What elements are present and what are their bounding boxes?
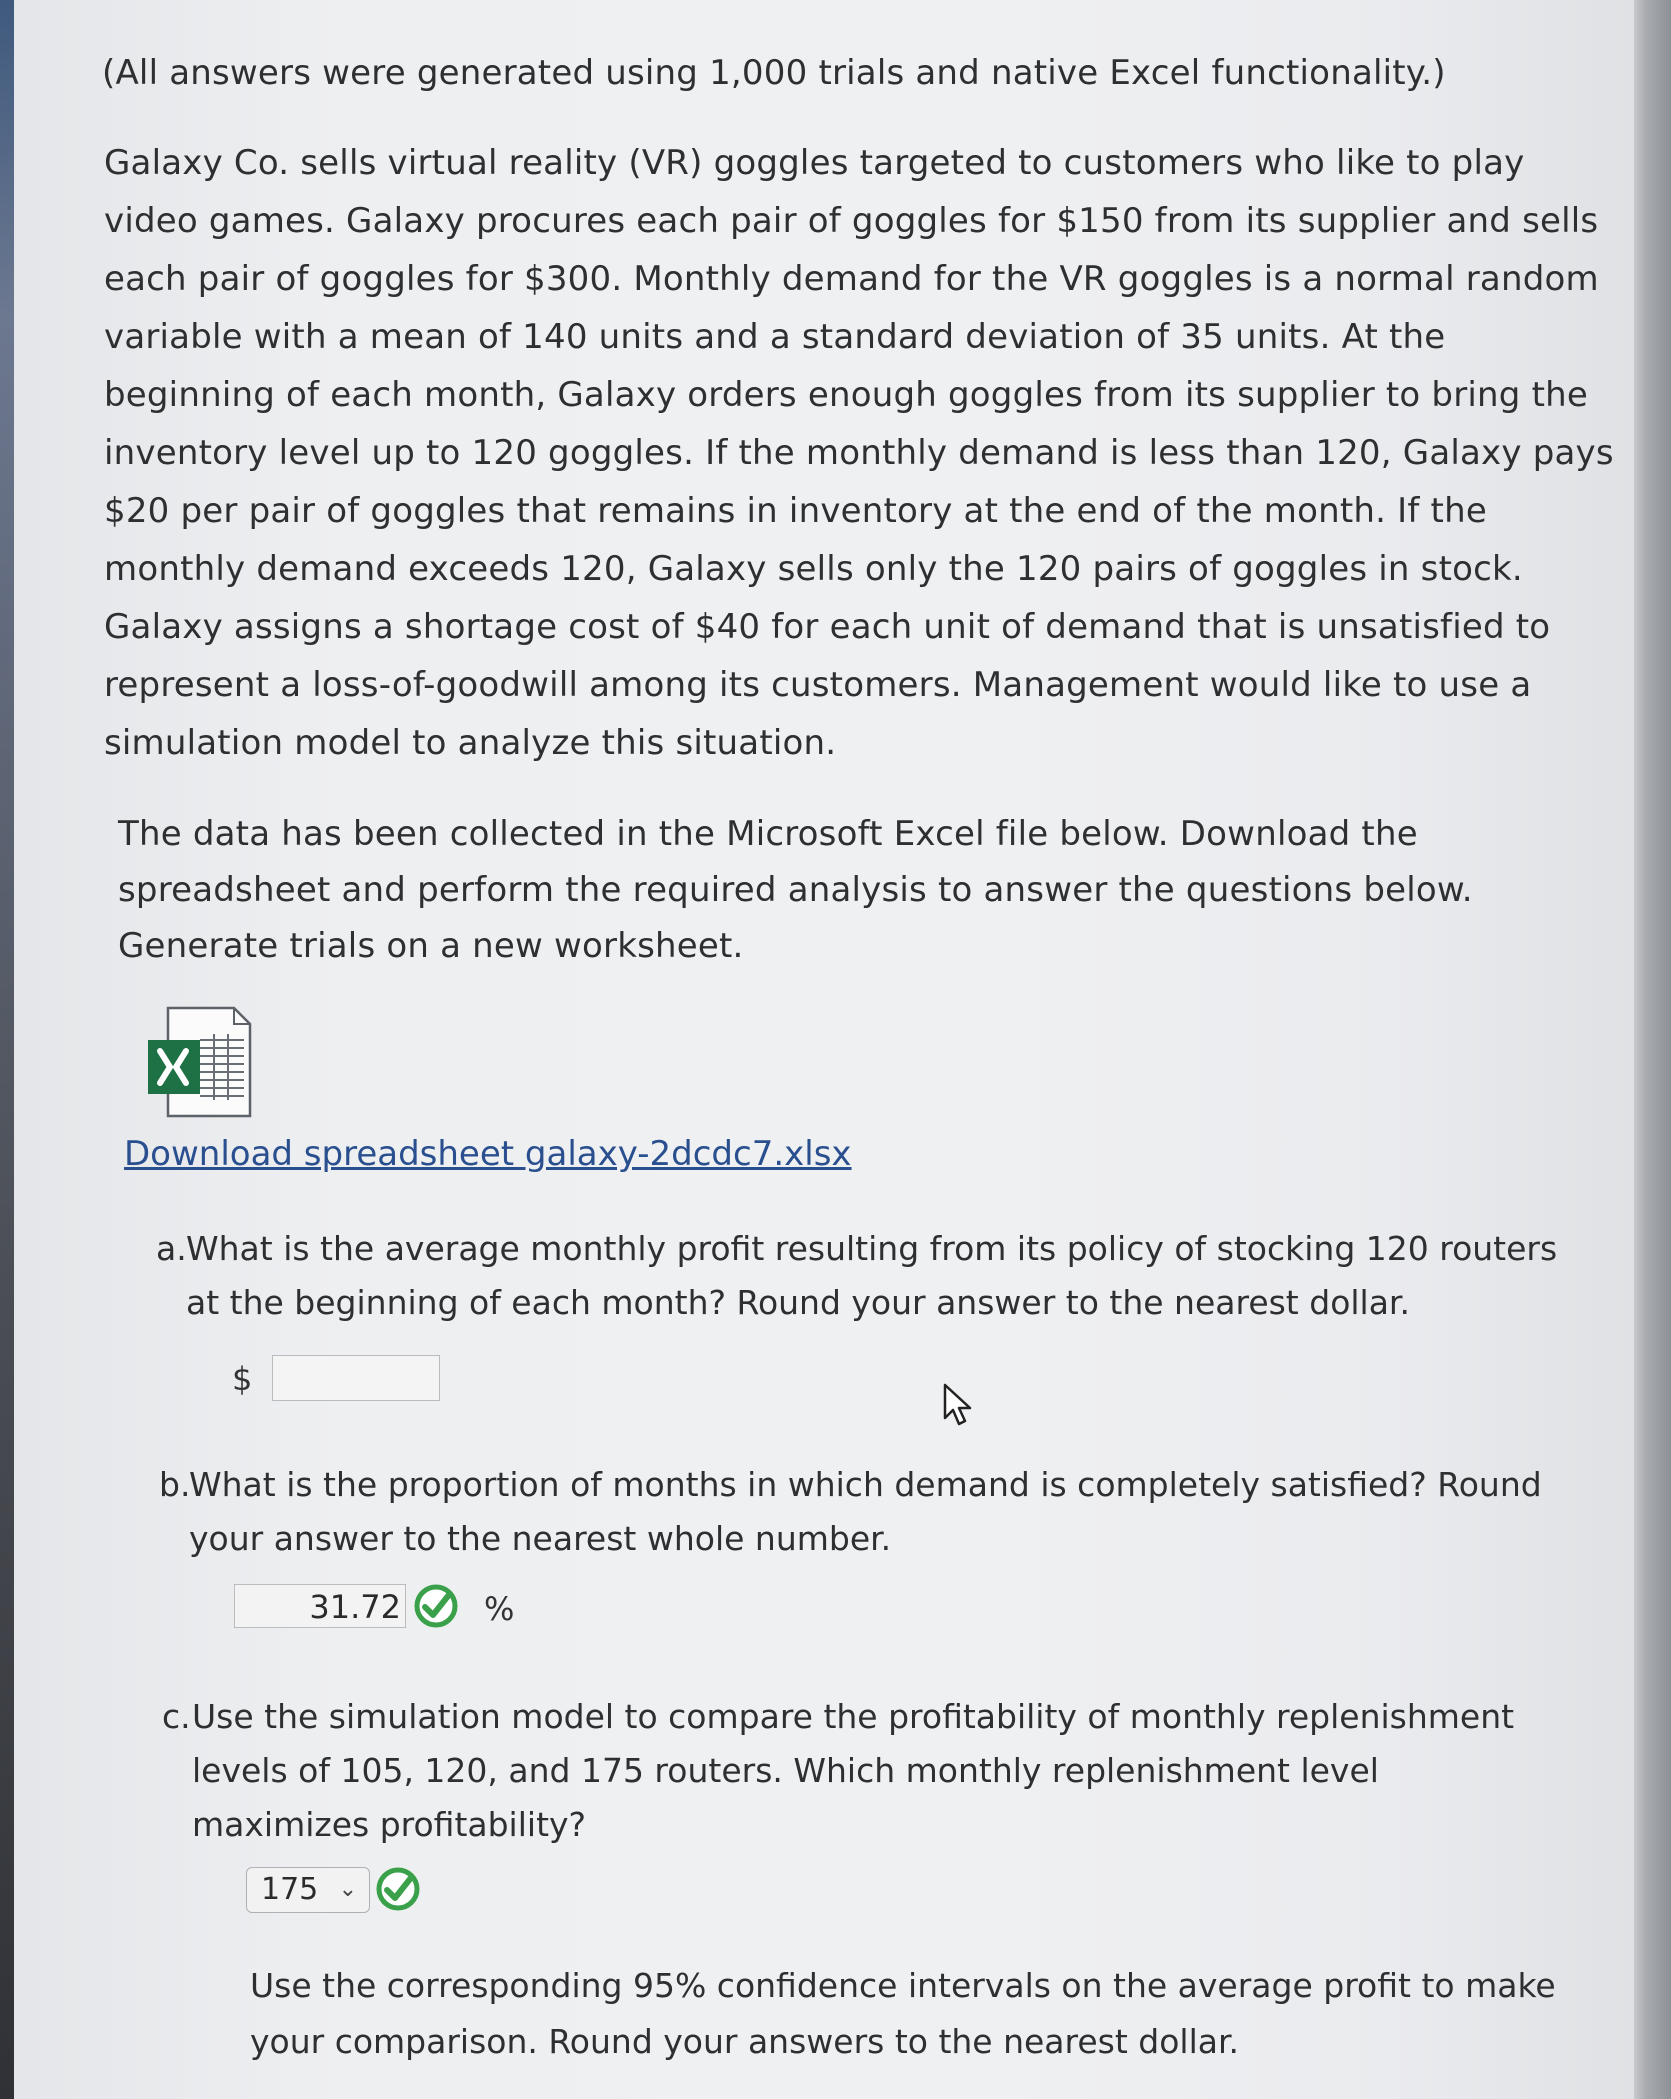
chevron-down-icon: ⌄ [338,1877,357,1902]
data-instructions: The data has been collected in the Microsoft Excel file below. Download the spreadsheet and perform the required analysis to answer the questions below. Generate trials on a new worksheet. [118,814,1473,966]
question-a-letter: a. [156,1229,187,1268]
replenishment-level-value: 175 [261,1872,319,1907]
download-spreadsheet-link[interactable]: Download spreadsheet galaxy-2dcdc7.xlsx [124,1134,852,1174]
average-profit-input[interactable] [272,1355,440,1401]
question-c-letter: c. [162,1697,191,1736]
correct-check-icon [414,1584,458,1628]
correct-check-icon [376,1867,420,1911]
question-a-text: What is the average monthly profit resulting from its policy of stocking 120 routers at the beginning of each month? Round your answer to the nearest dollar. [186,1229,1558,1322]
monitor-left-bezel [0,0,14,2099]
problem-statement: Galaxy Co. sells virtual reality (VR) goggles targeted to customers who like to play video games. Galaxy procures each pair of goggles for $150 from its supplier and sells each pair of goggles for $300. Monthly demand for the VR goggles is a normal random variable with a mean of 140 units and a standard deviation of 35 units. At the beginning of each month, Galaxy orders enough goggles from its supplier to bring the inventory level up to 120 goggles. If the monthly demand is less than 120, Galaxy pays $20 per pair of goggles that remains in inventory at the end of the month. If the monthly demand exceeds 120, Galaxy sells only the 120 pairs of goggles in stock. Galaxy assigns a shortage cost of $40 for each unit of demand that is unsatisfied to represent a loss-of-goodwill among its customers. Management would like to use a simulation model to analyze this situation. [104,143,1614,763]
proportion-satisfied-input[interactable]: 31.72 [234,1584,406,1628]
mouse-pointer-icon [942,1382,976,1428]
percent-suffix: % [484,1590,515,1628]
question-b [159,1458,1569,1566]
question-page [14,0,1634,2099]
question-c [162,1690,1542,1852]
dollar-prefix: $ [232,1360,253,1398]
question-b-text: What is the proportion of months in which demand is completely satisfied? Round your answer to the nearest whole number. [189,1465,1542,1558]
intro-note: (All answers were generated using 1,000 trials and native Excel functionality.) [102,53,1446,93]
confidence-interval-instructions: Use the corresponding 95% confidence intervals on the average profit to make your comparison. Round your answers to the nearest dollar. [250,1966,1556,2061]
replenishment-level-select[interactable] [246,1867,370,1913]
excel-file-icon[interactable] [146,1004,254,1120]
question-b-letter: b. [159,1465,191,1504]
monitor-right-bezel [1634,0,1671,2099]
question-a [156,1222,1576,1330]
question-c-text: Use the simulation model to compare the profitability of monthly replenishment levels of 105, 120, and 175 routers. Which monthly replenishment level maximizes profitability? [192,1697,1515,1844]
